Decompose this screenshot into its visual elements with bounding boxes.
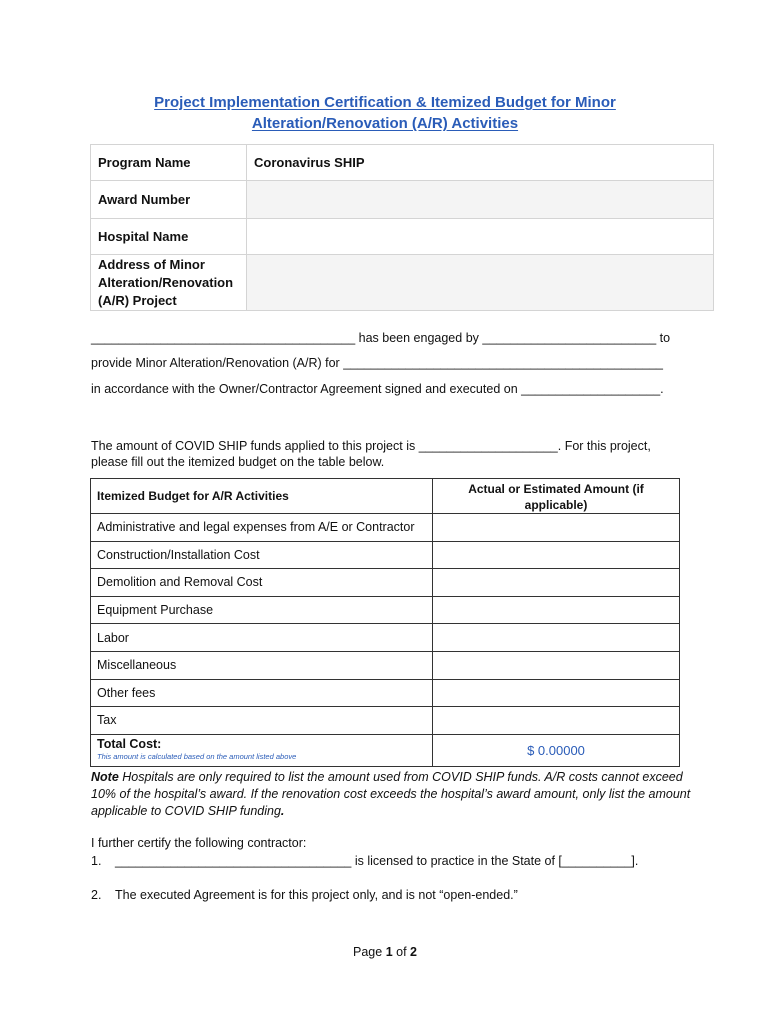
hospital-name-label: Hospital Name bbox=[91, 219, 247, 255]
certify-item-2 bbox=[91, 888, 518, 902]
engagement-line-1: ______________________________________ has been engaged by _________________________ to bbox=[91, 331, 671, 345]
budget-row bbox=[91, 541, 680, 569]
budget-amount-field[interactable] bbox=[433, 651, 680, 679]
award-number-row bbox=[91, 181, 714, 219]
certify-item-1 bbox=[91, 854, 639, 868]
budget-item-label: Other fees bbox=[91, 679, 433, 707]
hospital-name-field[interactable] bbox=[247, 219, 714, 255]
note-text: Hospitals are only required to list the amount used from COVID SHIP funds. A/R costs cannot exceed 10% of the hospital’s award. If the renovation cost exceeds the hospital’s award amount, only list the amount applicable to COVID SHIP funding bbox=[91, 770, 691, 818]
total-cost-note: This amount is calculated based on the amount listed above bbox=[97, 752, 297, 762]
budget-header-item: Itemized Budget for A/R Activities bbox=[91, 479, 433, 514]
budget-amount-field[interactable] bbox=[433, 707, 680, 735]
page-number bbox=[0, 945, 770, 959]
certify-item-2-number: 2. bbox=[91, 888, 102, 902]
page-prefix: Page bbox=[353, 945, 386, 959]
budget-header-amount-line-1: Actual or Estimated Amount (if bbox=[468, 482, 644, 496]
funds-line-1: The amount of COVID SHIP funds applied to this project is ____________________. For this project, bbox=[91, 439, 651, 453]
certify-item-2-text: The executed Agreement is for this project only, and is not “open-ended.” bbox=[115, 888, 518, 902]
award-number-field[interactable] bbox=[247, 181, 714, 219]
title-line-2: Alteration/Renovation (A/R) Activities bbox=[251, 115, 519, 132]
budget-item-label: Tax bbox=[91, 707, 433, 735]
budget-item-label: Construction/Installation Cost bbox=[91, 541, 433, 569]
budget-row bbox=[91, 569, 680, 597]
program-name-value[interactable]: Coronavirus SHIP bbox=[247, 145, 714, 181]
budget-item-label: Demolition and Removal Cost bbox=[91, 569, 433, 597]
budget-item-label: Equipment Purchase bbox=[91, 596, 433, 624]
budget-amount-field[interactable] bbox=[433, 679, 680, 707]
budget-amount-field[interactable] bbox=[433, 569, 680, 597]
page-title bbox=[0, 92, 770, 134]
program-info-table bbox=[90, 144, 714, 311]
budget-amount-field[interactable] bbox=[433, 541, 680, 569]
certify-item-1-text: __________________________________ is licensed to practice in the State of [__________]. bbox=[115, 854, 639, 868]
certify-item-1-number: 1. bbox=[91, 854, 102, 868]
engagement-line-2: provide Minor Alteration/Renovation (A/R) for ______________________________________________ bbox=[91, 356, 663, 370]
total-pages: 2 bbox=[410, 945, 417, 959]
note-end: . bbox=[280, 804, 285, 818]
engagement-line-3: in accordance with the Owner/Contractor Agreement signed and executed on ____________________. bbox=[91, 382, 664, 396]
current-page: 1 bbox=[385, 945, 393, 959]
budget-amount-field[interactable] bbox=[433, 624, 680, 652]
budget-item-label: Miscellaneous bbox=[91, 651, 433, 679]
budget-header-amount-line-2: applicable) bbox=[524, 498, 588, 512]
note-label: Note bbox=[91, 770, 119, 784]
budget-item-label: Labor bbox=[91, 624, 433, 652]
funds-line-2: please fill out the itemized budget on the table below. bbox=[91, 455, 385, 469]
project-address-label bbox=[91, 255, 247, 311]
budget-row bbox=[91, 624, 680, 652]
budget-item-label: Administrative and legal expenses from A/E or Contractor bbox=[91, 514, 433, 542]
program-name-row bbox=[91, 145, 714, 181]
itemized-budget-table bbox=[90, 478, 680, 767]
project-address-row bbox=[91, 255, 714, 311]
funds-paragraph bbox=[91, 438, 691, 470]
budget-row bbox=[91, 596, 680, 624]
budget-row bbox=[91, 707, 680, 735]
title-line-1: Project Implementation Certification & Itemized Budget for Minor bbox=[154, 94, 616, 111]
budget-row bbox=[91, 651, 680, 679]
budget-amount-field[interactable] bbox=[433, 596, 680, 624]
project-address-field[interactable] bbox=[247, 255, 714, 311]
budget-total-row bbox=[91, 734, 680, 766]
award-number-label: Award Number bbox=[91, 181, 247, 219]
budget-row bbox=[91, 679, 680, 707]
total-cost-amount: $ 0.00000 bbox=[433, 734, 680, 766]
address-label-line-3: (A/R) Project bbox=[98, 292, 177, 308]
certify-intro: I further certify the following contractor: bbox=[91, 836, 307, 850]
budget-amount-field[interactable] bbox=[433, 514, 680, 542]
total-cost-label: Total Cost: bbox=[97, 737, 162, 752]
page-of: of bbox=[392, 945, 411, 959]
budget-total-cell bbox=[91, 734, 433, 766]
program-name-label: Program Name bbox=[91, 145, 247, 181]
address-label-line-2: Alteration/Renovation bbox=[98, 274, 234, 290]
budget-header-row bbox=[91, 479, 680, 514]
hospital-name-row bbox=[91, 219, 714, 255]
address-label-line-1: Address of Minor bbox=[98, 256, 205, 272]
budget-header-amount bbox=[433, 479, 680, 514]
budget-row bbox=[91, 514, 680, 542]
hospital-note bbox=[91, 769, 691, 820]
